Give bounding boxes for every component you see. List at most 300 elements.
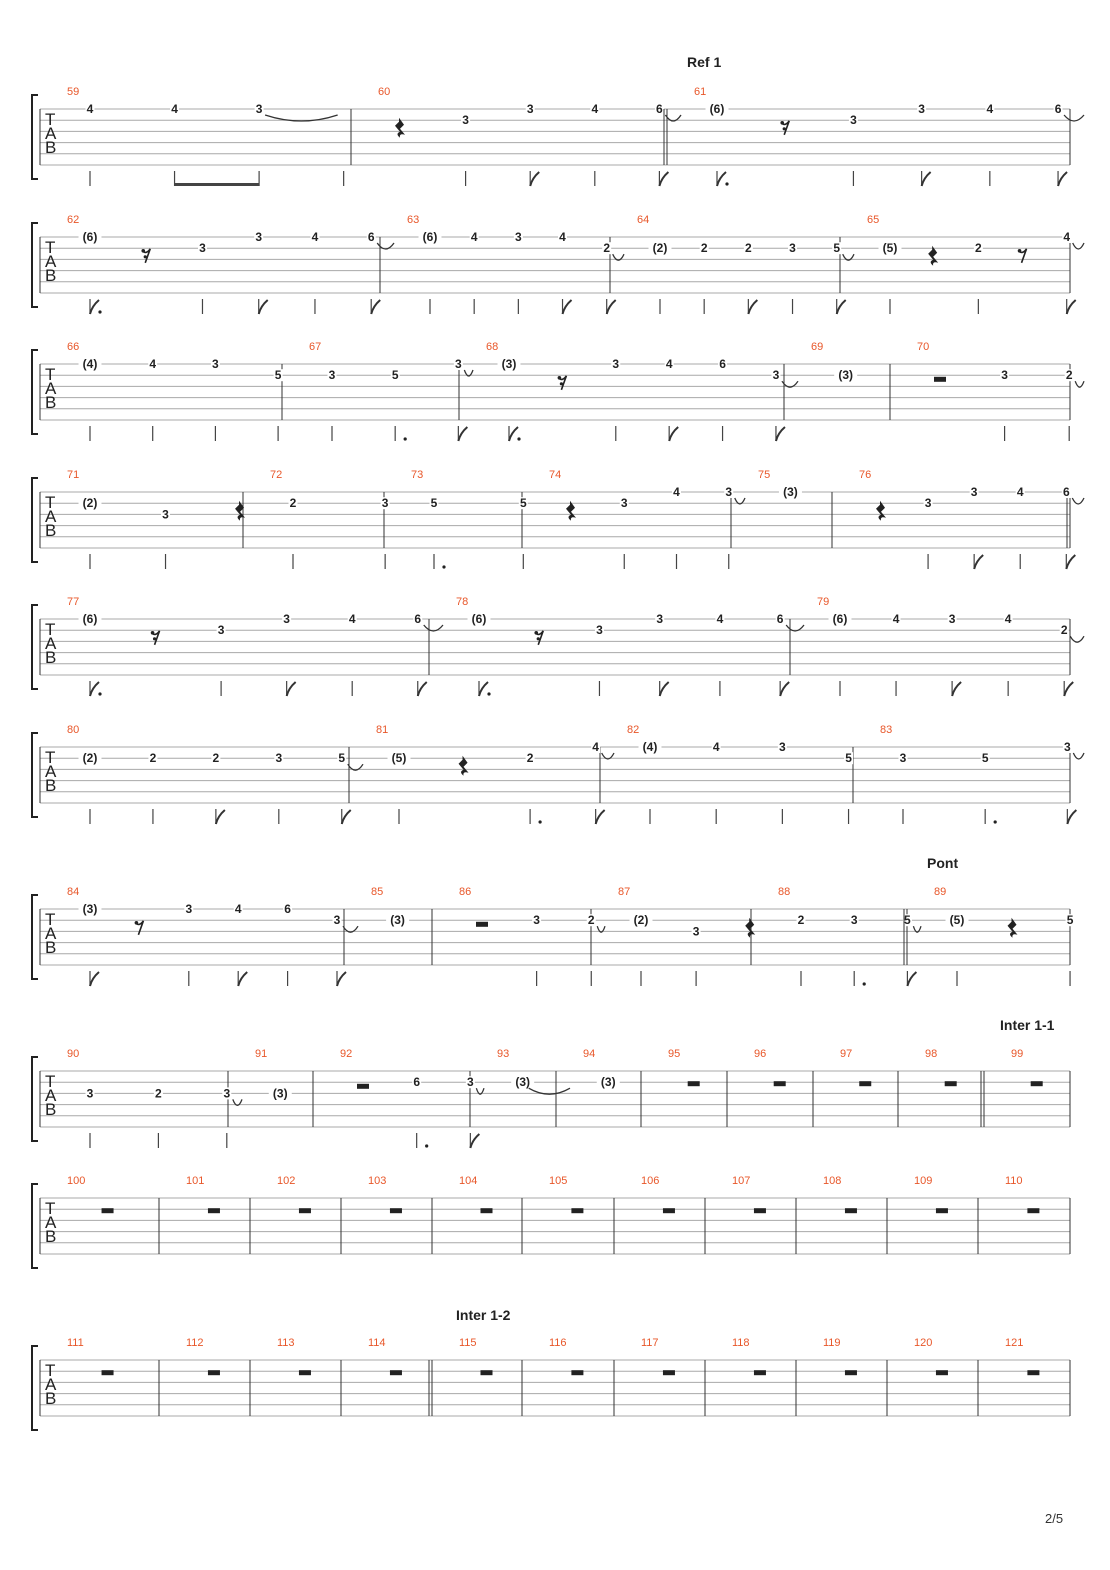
rest [151,631,155,635]
tab-clef-letter: B [45,938,57,957]
section-label-inter-1-2: Inter 1-2 [456,1307,511,1323]
measure [368,1337,402,1375]
page-number: 2/5 [1045,1511,1064,1526]
rest [534,631,538,635]
fret-number: (3) [838,368,854,383]
fret-number: (6) [82,230,98,244]
note-flag [238,972,247,986]
note-flag [371,300,380,314]
staff-system [32,1175,1070,1268]
measure-number: 114 [368,1337,386,1349]
measure-number: 60 [378,86,391,98]
measure [456,596,804,696]
measure [407,214,624,314]
note-flag [776,427,785,441]
rest [1027,1370,1039,1375]
measure [917,341,1084,441]
fret-number: 3 [255,102,263,116]
rest [1031,1081,1043,1086]
measure [618,886,755,986]
note-flag [337,972,346,986]
note-flag [90,300,99,314]
fret-number: 4 [712,740,720,754]
measure-number: 85 [371,886,384,898]
measure [549,1175,583,1213]
measure-number: 95 [668,1048,681,1060]
measure [817,596,1084,696]
rest [745,918,755,938]
measure [840,1048,871,1086]
measure-number: 76 [859,469,872,481]
measure-number: 72 [270,469,283,481]
measure-number: 83 [880,724,893,736]
fret-number: (5) [391,751,407,766]
measure-number: 107 [732,1175,751,1187]
note-flag [530,172,539,186]
tab-clef-letter: A [45,924,57,943]
measure-number: 70 [917,341,930,353]
rest [235,501,245,521]
tab-clef-letter: B [45,393,57,412]
fret-number: 2 [745,241,752,256]
rest [560,382,563,385]
staff-system [32,469,1084,569]
fret-number: (3) [501,357,517,371]
rest [1027,1208,1039,1213]
rhythm-dot [98,692,101,695]
measure [67,469,245,569]
note-flag [660,682,669,696]
measure-number: 92 [340,1048,353,1060]
tab-clef-letter: B [45,138,57,157]
fret-number: 6 [367,230,375,244]
section-label-ref-1: Ref 1 [687,54,722,70]
measure [641,1175,675,1213]
measure [429,1337,493,1416]
measure-number: 90 [67,1048,80,1060]
rest [299,1208,311,1213]
measure [641,1337,675,1375]
staff-system [32,214,1084,314]
measure [255,1048,292,1100]
measure-number: 111 [67,1337,84,1349]
fret-number: 4 [234,902,242,916]
measure [371,886,409,927]
rest [859,1081,871,1086]
fret-number: 4 [171,102,178,116]
rest [102,1370,114,1375]
fret-number: (6) [422,230,438,244]
rhythm-dot [425,1144,428,1147]
measure-number: 74 [549,469,562,481]
fret-number: 3 [772,368,780,383]
note-flag [342,810,351,824]
fret-number: 5 [430,496,438,511]
measure [823,1337,857,1375]
rhythm-dot [404,437,407,440]
measure [914,1175,948,1213]
fret-number: (6) [471,612,487,626]
measure [270,469,390,569]
fret-number: 5 [391,368,399,383]
measure [376,724,614,824]
rest [663,1208,675,1213]
measure-number: 66 [67,341,80,353]
measure-number: 77 [67,596,80,608]
measure [823,1175,857,1213]
staff-system [32,724,1084,824]
fret-number: (3) [600,1075,616,1090]
rhythm-dot [725,182,728,185]
measure [411,469,528,569]
fret-number: 3 [850,113,857,128]
fret-number: 2 [526,751,534,766]
note-flag [1066,555,1075,569]
system-bracket [32,1346,38,1430]
measure [486,341,798,441]
measure-number: 108 [823,1175,842,1187]
measure [904,886,1075,986]
note-flag [974,555,983,569]
fret-number: 4 [348,612,356,626]
measure-number: 89 [934,886,947,898]
fret-number: 3 [533,913,540,928]
tab-clef-letter: T [45,748,56,767]
measure-number: 100 [67,1175,86,1187]
note-flag [479,682,488,696]
note-flag [717,172,726,186]
fret-number: 3 [462,113,469,128]
fret-number: 2 [587,913,595,928]
measure [914,1337,948,1375]
measure-number: 120 [914,1337,933,1349]
rest [566,501,576,521]
measure [859,469,1084,569]
tab-clef-letter: A [45,634,57,653]
fret-number: 6 [776,612,784,626]
measure-number: 79 [817,596,830,608]
rest [558,376,562,380]
rest [936,1208,948,1213]
tie [1070,636,1084,642]
fret-number: 5 [904,913,911,928]
tab-clef-letter: B [45,1389,57,1408]
note-flag [259,300,268,314]
fret-number: 3 [333,913,341,928]
fret-number: 6 [1054,102,1062,116]
fret-number: 3 [467,1075,474,1090]
fret-number: (2) [82,496,98,511]
measure-number: 96 [754,1048,767,1060]
measure-number: 117 [641,1337,659,1349]
fret-number: 3 [850,913,858,928]
tab-clef-letter: A [45,124,57,143]
measure [668,1048,700,1086]
rest [208,1370,220,1375]
measure-number: 97 [840,1048,853,1060]
measure [67,1337,114,1375]
measure [67,596,443,696]
fret-number: 2 [975,241,982,256]
rest [390,1208,402,1213]
fret-number: 5 [981,751,989,766]
measure [67,1048,242,1148]
note-flag [607,300,616,314]
fret-number: 4 [592,740,599,754]
fret-number: 5 [845,751,852,766]
fret-number: 4 [986,102,994,116]
rhythm-dot [517,437,520,440]
note-flag [287,682,296,696]
measure [732,1337,766,1375]
system-bracket [32,95,38,179]
rhythm-dot [442,565,445,568]
rest [135,921,139,925]
measure [549,1337,583,1375]
fret-number: 2 [700,241,708,256]
staff-systems [32,86,1084,1430]
note-beam [175,183,260,186]
rest [783,127,786,130]
fret-number: 3 [620,496,628,511]
measure [1005,1175,1039,1213]
fret-number: 4 [86,102,94,116]
measure-number: 98 [925,1048,938,1060]
measure-number: 78 [456,596,469,608]
rest [780,121,784,125]
fret-number: 3 [328,368,336,383]
tab-clef-letter: A [45,379,57,398]
measure [277,1175,311,1213]
measure [549,469,745,569]
fret-number: 2 [149,751,157,766]
note-flag [596,810,605,824]
rest [390,1370,402,1375]
fret-number: (5) [882,241,898,256]
rest [144,255,147,258]
measure-number: 65 [867,214,880,226]
tab-clef-letter: A [45,1086,57,1105]
rest [141,249,145,253]
measure-number: 116 [549,1337,567,1349]
note-flag [470,1134,479,1148]
measure-number: 84 [67,886,80,898]
fret-number: (4) [642,740,658,754]
fret-number: 4 [311,230,319,244]
fret-number: (6) [82,612,98,626]
tab-clef-letter: A [45,252,57,271]
measure-number: 104 [459,1175,478,1187]
fret-number: (2) [652,241,668,256]
system-bracket [32,478,38,562]
measure-number: 86 [459,886,472,898]
note-flag [90,682,99,696]
fret-number: 3 [223,1086,231,1101]
measure-number: 59 [67,86,80,98]
rest [688,1081,700,1086]
measure [754,1048,786,1086]
measure-number: 113 [277,1337,295,1349]
rest [754,1208,766,1213]
measure [186,1337,220,1375]
fret-number: 2 [155,1086,162,1101]
staff-system [32,1048,1070,1148]
tab-clef-letter: T [45,493,56,512]
measure [309,341,473,441]
rest [928,246,938,266]
fret-number: 6 [284,902,291,916]
system-bracket [32,350,38,434]
fret-number: 3 [970,485,978,499]
fret-number: 4 [1063,230,1071,244]
staff-system [32,596,1084,696]
fret-number: 3 [899,751,907,766]
fret-number: 3 [596,623,603,638]
fret-number: 2 [289,496,297,511]
section-label-pont: Pont [927,855,959,871]
measure-number: 110 [1005,1175,1023,1187]
rest [945,1081,957,1086]
fret-number: 5 [274,368,282,383]
rest [357,1084,369,1089]
measure-number: 71 [67,469,80,481]
measure [778,886,921,986]
rest [102,1208,114,1213]
fret-number: 3 [185,902,193,916]
measure [186,1175,220,1213]
fret-number: 3 [725,485,733,499]
fret-number: (5) [949,913,965,928]
tab-clef-letter: B [45,1100,57,1119]
tab-clef-letter: A [45,762,57,781]
fret-number: 6 [719,357,726,371]
measure [867,214,1084,314]
fret-number: 3 [515,230,522,244]
fret-number: 2 [1060,623,1068,638]
rest [299,1370,311,1375]
rest [845,1208,857,1213]
note-flag [1058,172,1067,186]
note-flag [1067,300,1076,314]
fret-number: 5 [519,496,527,511]
tab-clef-letter: A [45,507,57,526]
tab-clef-letter: T [45,1072,56,1091]
measure-number: 112 [186,1337,204,1349]
rest [153,637,156,640]
note-flag [748,300,757,314]
fret-number: 3 [656,612,664,626]
note-flag [216,810,225,824]
tab-clef-letter: B [45,266,57,285]
fret-number: (3) [783,485,798,499]
measure-number: 81 [376,724,389,736]
measure-number: 88 [778,886,791,898]
fret-number: 4 [665,357,673,371]
fret-number: 4 [591,102,599,116]
measure-number: 103 [368,1175,387,1187]
fret-number: (6) [832,612,848,626]
fret-number: (6) [709,102,725,116]
section-label-inter-1-1: Inter 1-1 [1000,1017,1055,1033]
measure [811,341,857,382]
fret-number: 4 [1016,485,1024,499]
rest [936,1370,948,1375]
tie [1072,498,1084,504]
staff-system [32,86,1084,186]
measure-number: 63 [407,214,420,226]
measure-number: 93 [497,1048,510,1060]
fret-number: (4) [82,357,98,371]
fret-number: 3 [612,357,620,371]
measure-number: 118 [732,1337,750,1349]
fret-number: 3 [789,241,796,256]
measure [880,724,1084,824]
system-bracket [32,223,38,307]
system-bracket [32,1184,38,1268]
measure [67,886,358,986]
fret-number: 3 [1001,368,1008,383]
measure-number: 99 [1011,1048,1024,1060]
rest [476,922,488,927]
system-bracket [32,605,38,689]
fret-number: 3 [86,1086,94,1101]
fret-number: (3) [82,902,98,916]
tie [1075,381,1084,387]
measure-number: 87 [618,886,631,898]
measure [67,341,283,441]
fret-number: 4 [559,230,566,244]
note-flag [1067,810,1076,824]
rhythm-dot [98,310,101,313]
rest [876,501,886,521]
staff-system [32,1337,1070,1430]
measure [67,214,394,314]
fret-number: (2) [633,913,649,928]
measure [67,1175,114,1213]
measure-number: 64 [637,214,650,226]
rhythm-dot [863,982,866,985]
tab-clef-letter: T [45,1199,56,1218]
note-flag [780,682,789,696]
fret-number: 2 [1065,368,1073,383]
rest [537,637,540,640]
fret-number: 3 [217,623,225,638]
measure [732,1175,766,1213]
note-flag [1064,682,1073,696]
rest [481,1370,493,1375]
note-flag [659,172,668,186]
measure [378,86,681,186]
tab-clef-letter: T [45,1361,56,1380]
tab-clef-letter: A [45,1375,57,1394]
tab-clef-letter: T [45,910,56,929]
fret-number: 3 [918,102,925,116]
rhythm-dot [487,692,490,695]
system-bracket [32,733,38,817]
note-flag [837,300,846,314]
fret-number: 3 [283,612,290,626]
note-flag [907,972,916,986]
measure-number: 80 [67,724,80,736]
measure-number: 75 [758,469,771,481]
fret-number: 3 [692,924,700,939]
rest [1018,249,1022,253]
rest [459,756,469,776]
fret-number: 3 [924,496,932,511]
note-flag [922,172,931,186]
rest [571,1208,583,1213]
fret-number: 5 [833,241,841,256]
